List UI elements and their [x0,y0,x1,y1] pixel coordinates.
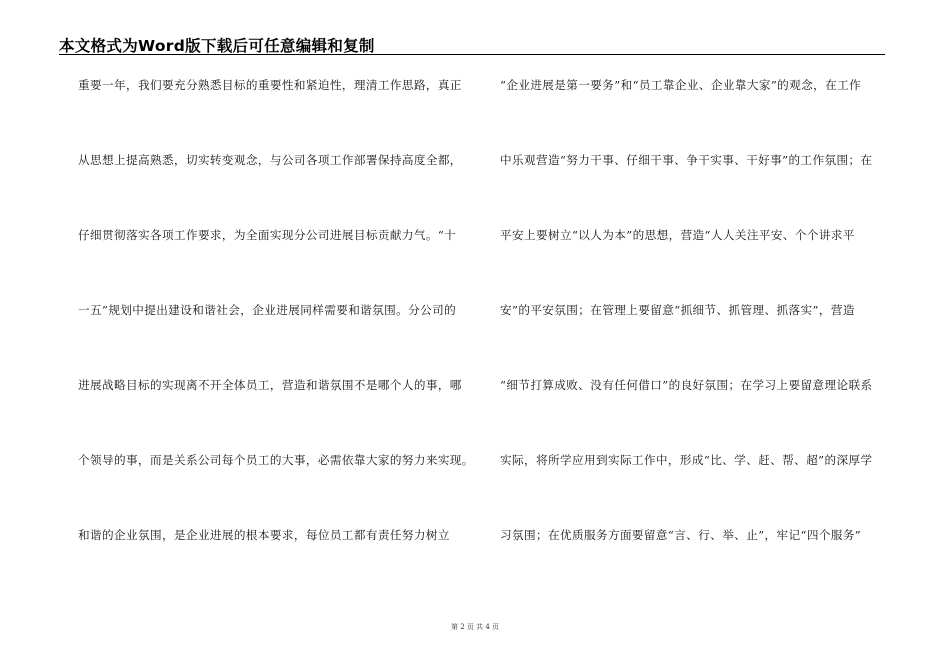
text-line: 习氛围；在优质服务方面要留意“言、行、举、止”，牢记“四个服务” [500,528,862,542]
text-line: 和谐的企业氛围，是企业进展的根本要求，每位员工都有责任努力树立 [78,528,450,542]
text-line: 中乐观营造“努力干事、仔细干事、争干实事、干好事”的工作氛围；在 [500,153,873,167]
text-line: 个领导的事，而是关系公司每个员工的大事，必需依靠大家的努力来实现。 [78,453,474,467]
text-line: 安”的平安氛围；在管理上要留意“抓细节、抓管理、抓落实”，营造 [500,303,855,317]
text-line: 实际，将所学应用到实际工作中，形成“比、学、赶、帮、超”的深厚学 [500,453,873,467]
text-line: 重要一年，我们要充分熟悉目标的重要性和紧迫性，理清工作思路，真正 [78,78,462,92]
text-line: 平安上要树立“以人为本”的思想，营造“人人关注平安、个个讲求平 [500,228,855,242]
text-line: 进展战略目标的实现离不开全体员工，营造和谐氛围不是哪个人的事，哪 [78,378,462,392]
page-number-footer: 第 2 页 共 4 页 [450,623,500,631]
text-line: “企业进展是第一要务”和“员工靠企业、企业靠大家”的观念，在工作 [500,78,862,92]
document-header-title: 本文格式为Word版下载后可任意编辑和复制 [59,37,375,55]
header-divider [59,54,885,55]
text-line: 从思想上提高熟悉，切实转变观念，与公司各项工作部署保持高度全都， [78,153,462,167]
text-line: 仔细贯彻落实各项工作要求，为全面实现分公司进展目标贡献力气。“十 [78,228,457,242]
text-line: 一五”规划中提出建设和谐社会，企业进展同样需要和谐氛围。分公司的 [78,303,457,317]
text-line: “细节打算成败、没有任何借口”的良好氛围；在学习上要留意理论联系 [500,378,873,392]
